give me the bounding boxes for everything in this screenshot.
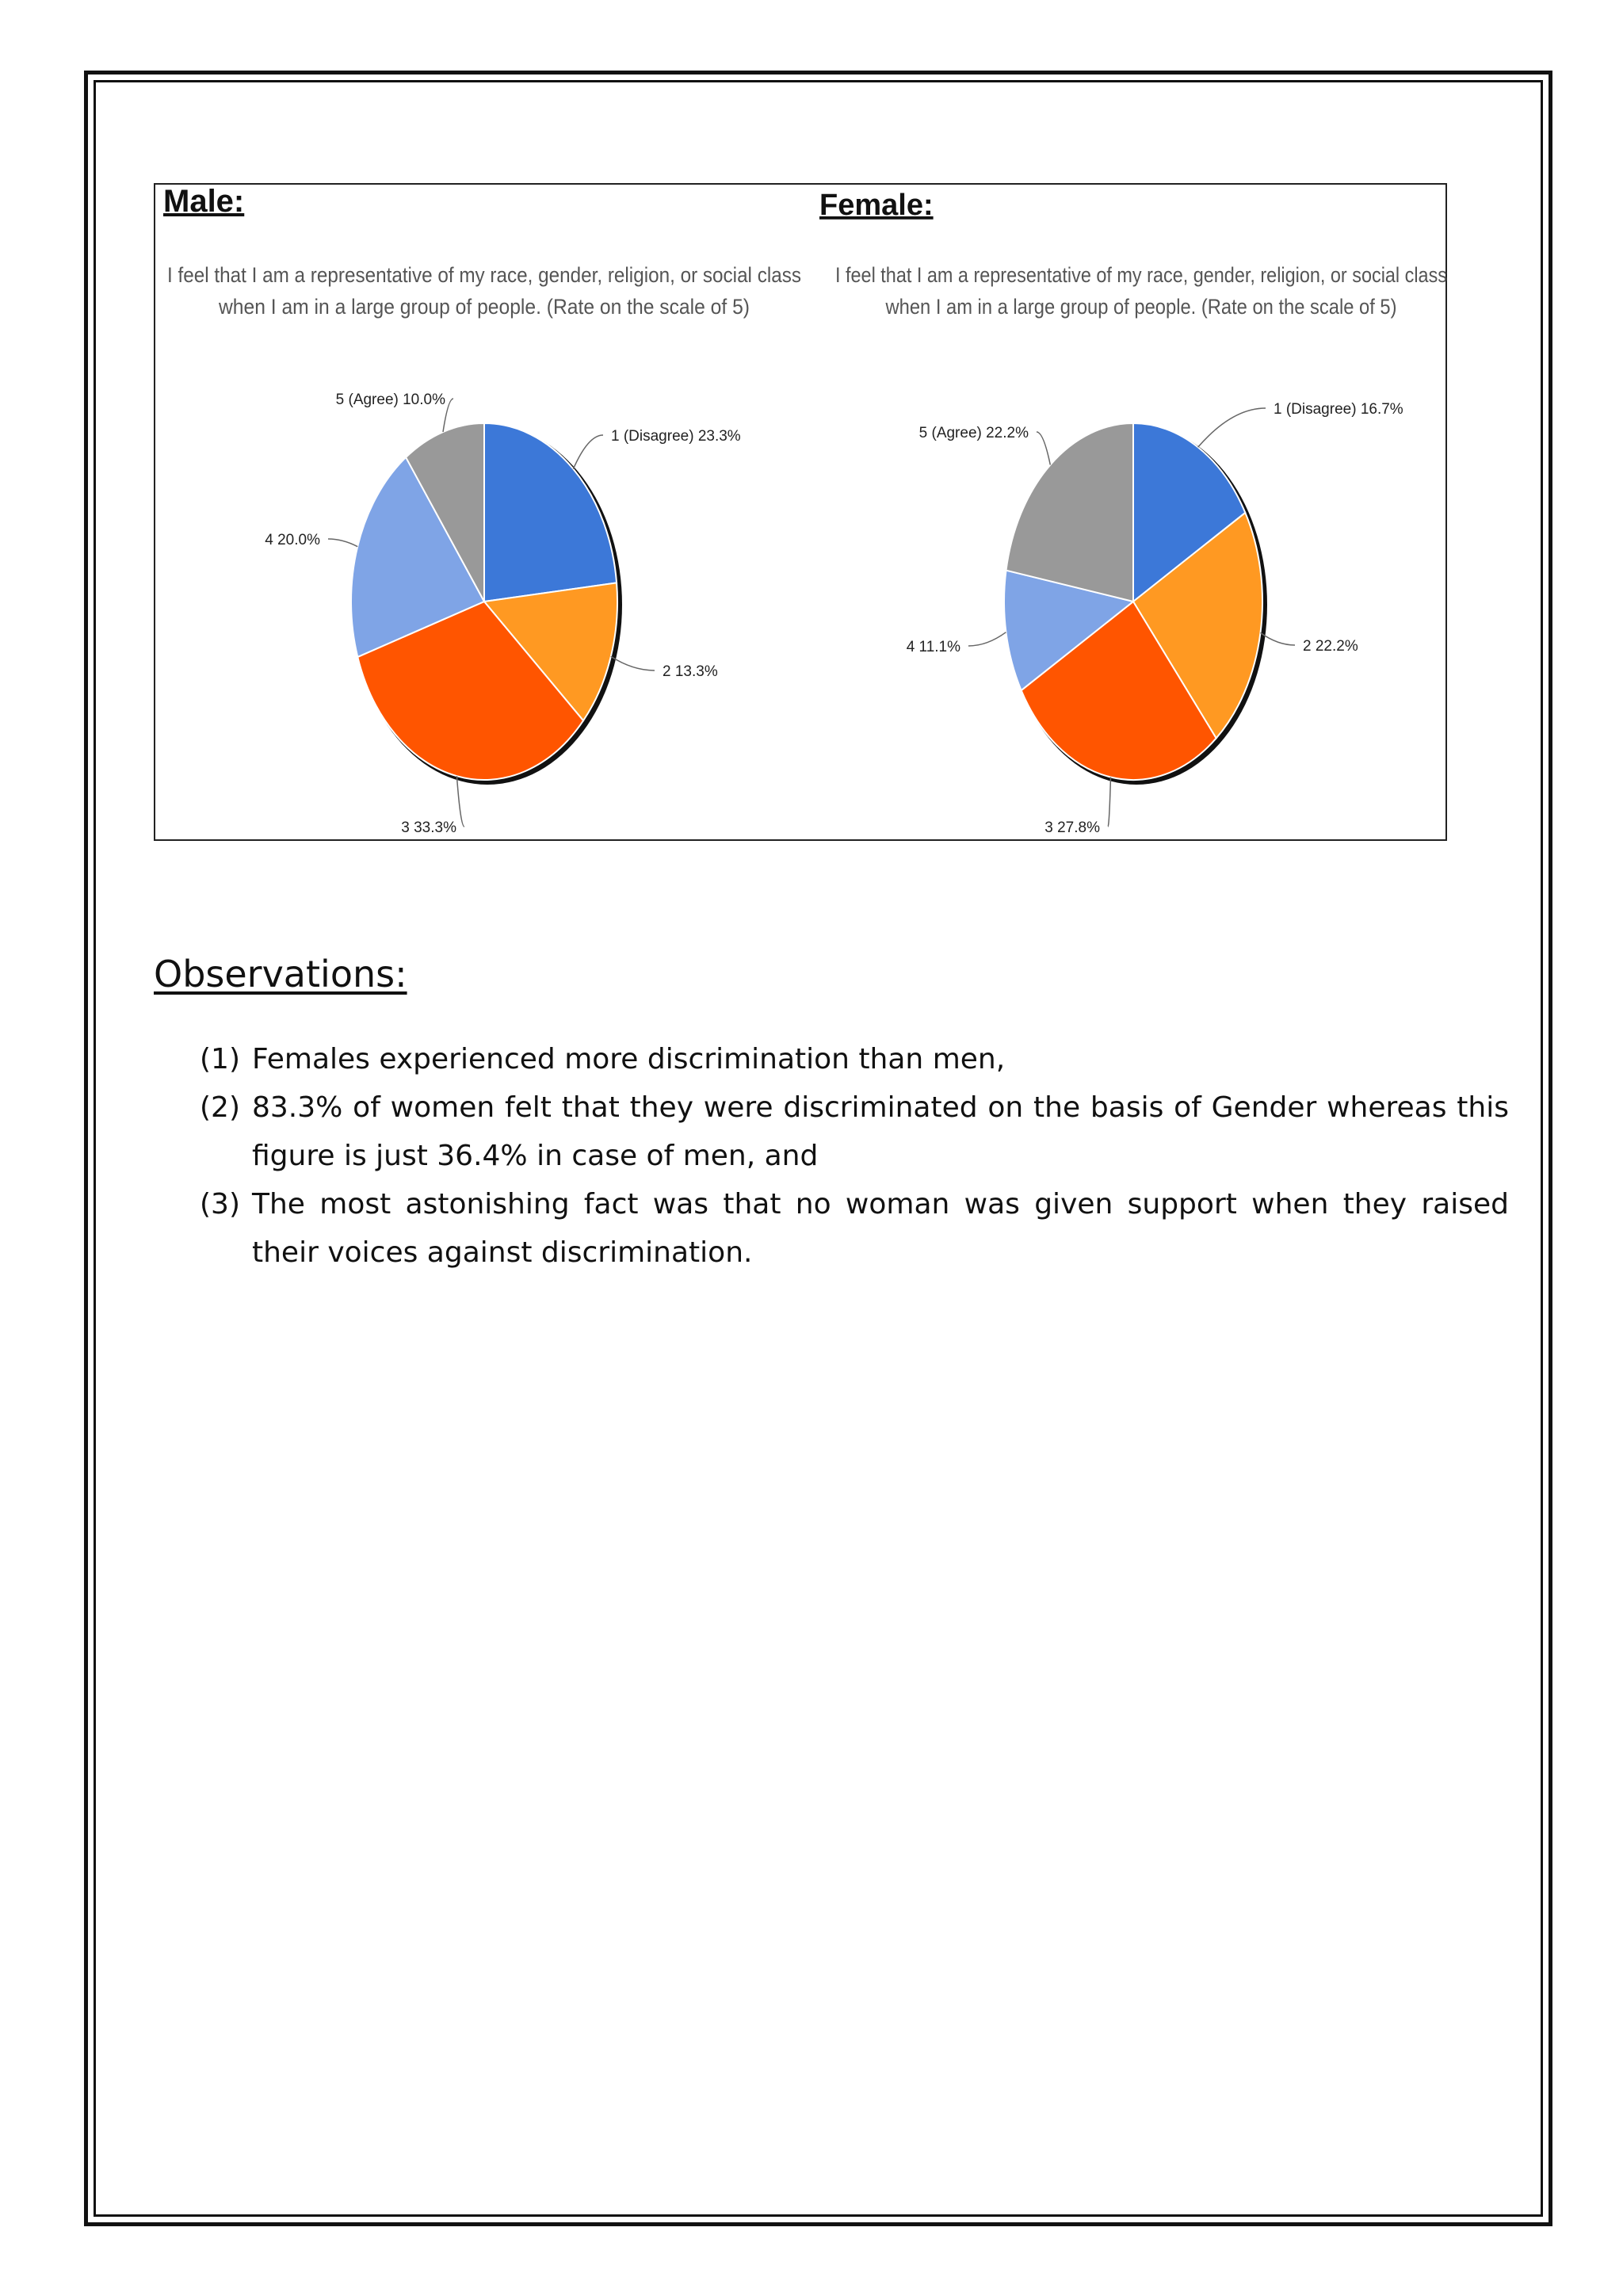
female-leader-line-2 [1261, 632, 1296, 645]
female-chart-title-line1: I feel that I am a representative of my race, gender, religion, or social class [835, 263, 1447, 287]
male-chart-title-line2: when I am in a large group of people. (Rate on the scale of 5) [218, 295, 750, 319]
observation-number: (3) [200, 1188, 240, 1221]
female-slice-label-5: 5 (Agree) 22.2% [918, 425, 1029, 441]
female-pie-slice-5 [1006, 423, 1133, 602]
male-slice-label-1: 1 (Disagree) 23.3% [611, 428, 741, 445]
male-slice-label-5: 5 (Agree) 10.0% [335, 392, 445, 408]
female-chart-title-line2: when I am in a large group of people. (Rate on the scale of 5) [884, 295, 1397, 319]
male-leader-line-4 [328, 539, 357, 547]
observation-text: Females experienced more discrimination than men, [252, 1043, 1006, 1075]
observations-heading: Observations: [154, 953, 407, 995]
female-slice-label-3: 3 27.8% [1044, 819, 1100, 836]
male-pie-chart [265, 392, 741, 836]
observation-item [200, 1083, 1509, 1180]
female-leader-line-1 [1198, 408, 1266, 447]
male-heading: Male: [163, 184, 245, 219]
observation-number: (1) [200, 1043, 240, 1075]
female-slice-label-2: 2 22.2% [1303, 638, 1358, 655]
female-leader-line-5 [1037, 432, 1050, 465]
female-heading: Female: [819, 189, 934, 222]
male-leader-line-2 [611, 656, 655, 670]
male-leader-line-3 [456, 776, 464, 827]
observation-text: The most astonishing fact was that no woman was given support when they raised their voices against discrimination. [252, 1188, 1509, 1269]
observations-list [200, 1035, 1509, 1277]
male-slice-label-4: 4 20.0% [265, 532, 320, 548]
observation-item [200, 1035, 1509, 1083]
survey-charts-figure [154, 183, 1447, 841]
female-leader-line-4 [968, 632, 1006, 646]
female-slice-label-4: 4 11.1% [906, 639, 960, 655]
female-slice-label-1: 1 (Disagree) 16.7% [1274, 401, 1403, 418]
male-slice-label-3: 3 33.3% [401, 819, 456, 836]
observation-number: (2) [200, 1091, 240, 1124]
observation-text: 83.3% of women felt that they were discriminated on the basis of Gender whereas this figure is just 36.4% in case of men, and [252, 1091, 1509, 1172]
male-slice-label-2: 2 13.3% [663, 663, 718, 680]
male-pie-slice-1 [484, 423, 617, 602]
female-pie-chart [907, 401, 1403, 836]
male-chart-title-line1: I feel that I am a representative of my race, gender, religion, or social class [167, 263, 801, 287]
observation-item [200, 1180, 1509, 1277]
pie-charts-canvas [155, 185, 1449, 842]
male-leader-line-1 [573, 435, 603, 469]
female-leader-line-3 [1108, 777, 1111, 827]
